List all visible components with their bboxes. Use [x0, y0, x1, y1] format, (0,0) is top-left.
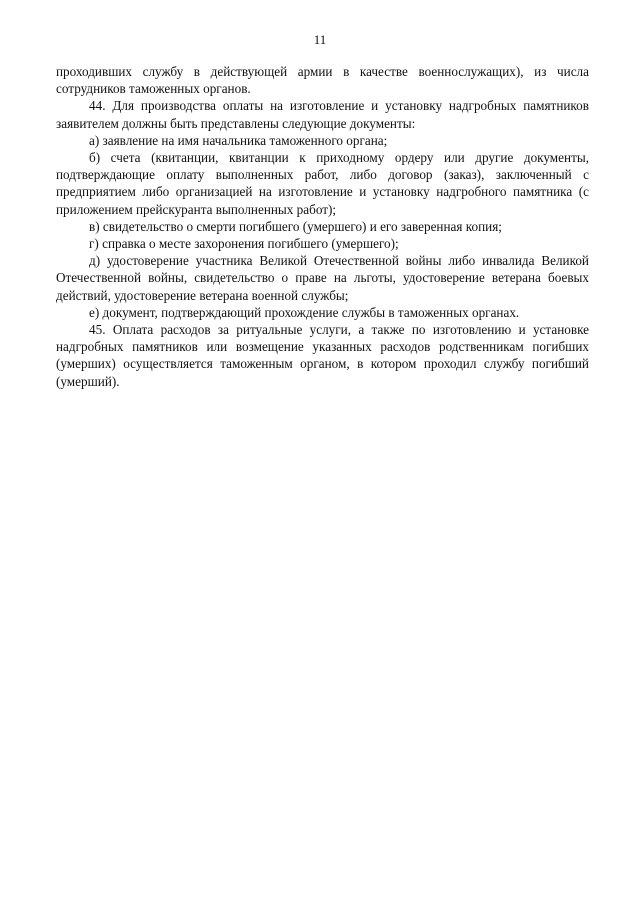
list-item-g: г) справка о месте захоронения погибшего (умершего); [89, 236, 399, 252]
paragraph-44: 44. Для производства оплаты на изготовление и установку надгробных памятников заявителем должны быть представлены следующие документы: [56, 98, 589, 131]
list-item-v: в) свидетельство о смерти погибшего (умершего) и его заверенная копия; [89, 218, 502, 234]
document-body [56, 63, 589, 390]
list-item-a: а) заявление на имя начальника таможенного органа; [89, 132, 388, 148]
list-item-d: д) удостоверение участника Великой Отечественной войны либо инвалида Великой Отечественной войны, свидетельство о праве на льготы, удостоверение ветерана боевых действий, удостоверение ветерана военной службы; [56, 253, 589, 303]
paragraph-continuation: проходивших службу в действующей армии в качестве военнослужащих), из числа сотрудников таможенных органов. [56, 64, 589, 97]
paragraph-45: 45. Оплата расходов за ритуальные услуги, а также по изготовлению и установке надгробных памятников или возмещение указанных расходов родственникам погибших (умерших) осуществляется таможенным органом, в котором проходил службу погибший (умерший). [56, 322, 589, 389]
list-item-b: б) счета (квитанции, квитанции к приходному ордеру или другие документы, подтверждающие оплату выполненных работ, либо договор (заказ), заключенный с предприятием либо организацией на изготовление и установку надгробного памятника (с приложением прейскуранта выполненных работ); [56, 150, 589, 217]
list-item-e: е) документ, подтверждающий прохождение службы в таможенных органах. [89, 304, 520, 320]
page-number: 11 [313, 32, 327, 47]
